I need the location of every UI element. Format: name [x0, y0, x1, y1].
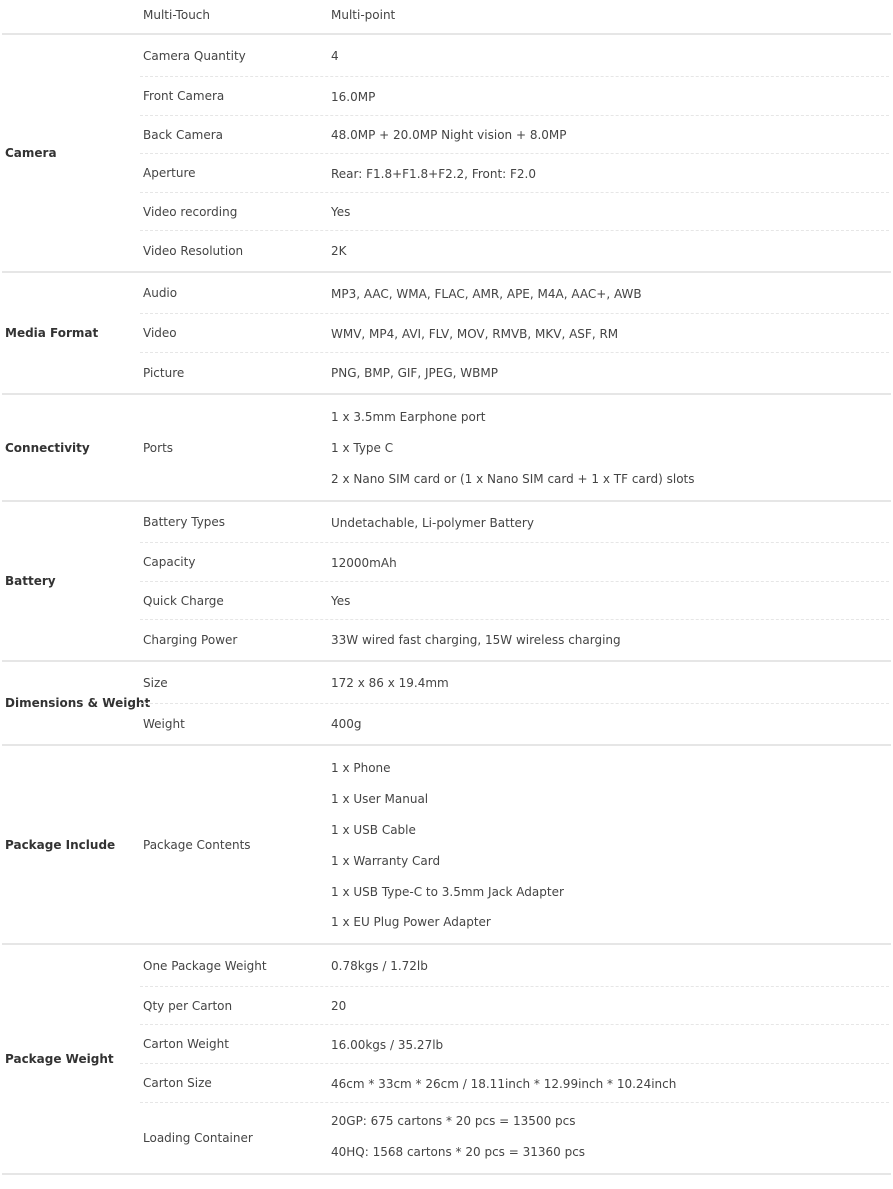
spec-group-label: Package Include: [5, 837, 116, 852]
spec-row: [140, 314, 889, 353]
spec-value-line: 20: [331, 999, 347, 1013]
spec-key: Carton Size: [143, 1076, 212, 1090]
spec-key: Audio: [143, 286, 178, 300]
spec-key: Qty per Carton: [143, 998, 233, 1013]
spec-key: Loading Container: [143, 1131, 253, 1145]
spec-group: [2, 35, 891, 273]
spec-group: [2, 395, 891, 502]
spec-row: [140, 1064, 889, 1103]
spec-key: Weight: [143, 717, 185, 731]
spec-value-line: Rear: F1.8+F1.8+F2.2, Front: F2.0: [331, 166, 537, 181]
spec-row: [140, 543, 889, 582]
spec-row: [140, 502, 889, 543]
spec-value-line: 16.0MP: [331, 89, 376, 104]
spec-value-line: 1 x Warranty Card: [331, 854, 441, 868]
spec-value-line: 2K: [331, 244, 347, 258]
spec-key: Charging Power: [143, 633, 238, 647]
spec-key: Capacity: [143, 555, 196, 569]
spec-value-line: 2 x Nano SIM card or (1 x Nano SIM card + 1 x TF card) slots: [331, 472, 695, 486]
spec-key: Camera Quantity: [143, 48, 246, 63]
spec-value-line: 1 x Type C: [331, 441, 394, 455]
spec-row: [140, 77, 889, 116]
spec-group-label: Camera: [5, 146, 57, 160]
spec-value-line: 1 x EU Plug Power Adapter: [331, 915, 491, 929]
spec-key: Back Camera: [143, 127, 224, 142]
spec-value-line: 0.78kgs / 1.72lb: [331, 959, 428, 973]
spec-key: Package Contents: [143, 837, 251, 852]
spec-key: Battery Types: [143, 515, 226, 529]
spec-value-line: PNG, BMP, GIF, JPEG, WBMP: [331, 366, 498, 380]
spec-value-line: 400g: [331, 717, 362, 731]
spec-row: [140, 154, 889, 193]
spec-row: [140, 582, 889, 620]
spec-value-line: 4: [331, 49, 339, 63]
spec-row: [140, 662, 889, 704]
spec-value-line: Multi-point: [331, 7, 396, 22]
spec-key: Video recording: [143, 204, 238, 219]
spec-key: Video: [143, 326, 177, 340]
spec-group-label: Dimensions & Weight: [5, 696, 151, 710]
spec-value-line: Yes: [331, 594, 351, 608]
spec-value-line: 1 x Phone: [331, 761, 391, 775]
spec-row: [140, 116, 889, 154]
spec-group: [2, 0, 891, 35]
spec-row: [140, 395, 889, 500]
spec-row: [140, 353, 889, 393]
spec-value-line: 1 x 3.5mm Earphone port: [331, 410, 486, 424]
spec-value-line: 20GP: 675 cartons * 20 pcs = 13500 pcs: [331, 1114, 576, 1128]
spec-row: [140, 0, 889, 35]
spec-value-line: 48.0MP + 20.0MP Night vision + 8.0MP: [331, 128, 567, 142]
spec-group: [2, 662, 891, 746]
spec-group: [2, 502, 891, 662]
spec-value-line: WMV, MP4, AVI, FLV, MOV, RMVB, MKV, ASF, RM: [331, 326, 619, 341]
spec-value-line: 46cm * 33cm * 26cm / 18.11inch * 12.99inch * 10.24inch: [331, 1076, 677, 1091]
spec-value-line: Yes: [331, 205, 351, 219]
spec-value-line: Undetachable, Li-polymer Battery: [331, 515, 534, 530]
spec-value-line: 12000mAh: [331, 555, 397, 570]
spec-row: [140, 746, 889, 943]
spec-key: Quick Charge: [143, 593, 224, 608]
spec-value-line: 1 x USB Type-C to 3.5mm Jack Adapter: [331, 885, 564, 899]
spec-row: [140, 1103, 889, 1173]
spec-value-line: 1 x User Manual: [331, 792, 429, 806]
spec-row: [140, 704, 889, 744]
spec-key: Size: [143, 675, 168, 690]
spec-group-label: Connectivity: [5, 440, 90, 455]
spec-group-label: Media Format: [5, 326, 99, 340]
spec-group: [2, 273, 891, 395]
spec-key: Carton Weight: [143, 1037, 229, 1051]
spec-value-line: 40HQ: 1568 cartons * 20 pcs = 31360 pcs: [331, 1145, 586, 1159]
spec-value-line: 172 x 86 x 19.4mm: [331, 676, 449, 690]
spec-row: [140, 987, 889, 1025]
spec-row: [140, 231, 889, 271]
spec-key: Ports: [143, 440, 174, 455]
spec-key: Multi-Touch: [143, 7, 211, 22]
spec-row: [140, 193, 889, 231]
spec-group-label: Battery: [5, 574, 56, 588]
spec-row: [140, 273, 889, 314]
spec-row: [140, 620, 889, 660]
spec-group-label: Package Weight: [5, 1052, 114, 1066]
spec-row: [140, 35, 889, 77]
spec-group: [2, 746, 891, 945]
spec-key: Front Camera: [143, 89, 225, 103]
spec-row: [140, 945, 889, 987]
spec-row: [140, 1025, 889, 1064]
spec-value-line: 16.00kgs / 35.27lb: [331, 1037, 444, 1052]
spec-group: [2, 945, 891, 1175]
spec-key: Video Resolution: [143, 244, 244, 258]
spec-value-line: 33W wired fast charging, 15W wireless charging: [331, 633, 621, 647]
spec-value-line: 1 x USB Cable: [331, 823, 416, 837]
spec-key: Aperture: [143, 166, 196, 180]
spec-value-line: MP3, AAC, WMA, FLAC, AMR, APE, M4A, AAC+, AWB: [331, 286, 642, 301]
spec-key: Picture: [143, 366, 185, 380]
spec-key: One Package Weight: [143, 958, 267, 973]
